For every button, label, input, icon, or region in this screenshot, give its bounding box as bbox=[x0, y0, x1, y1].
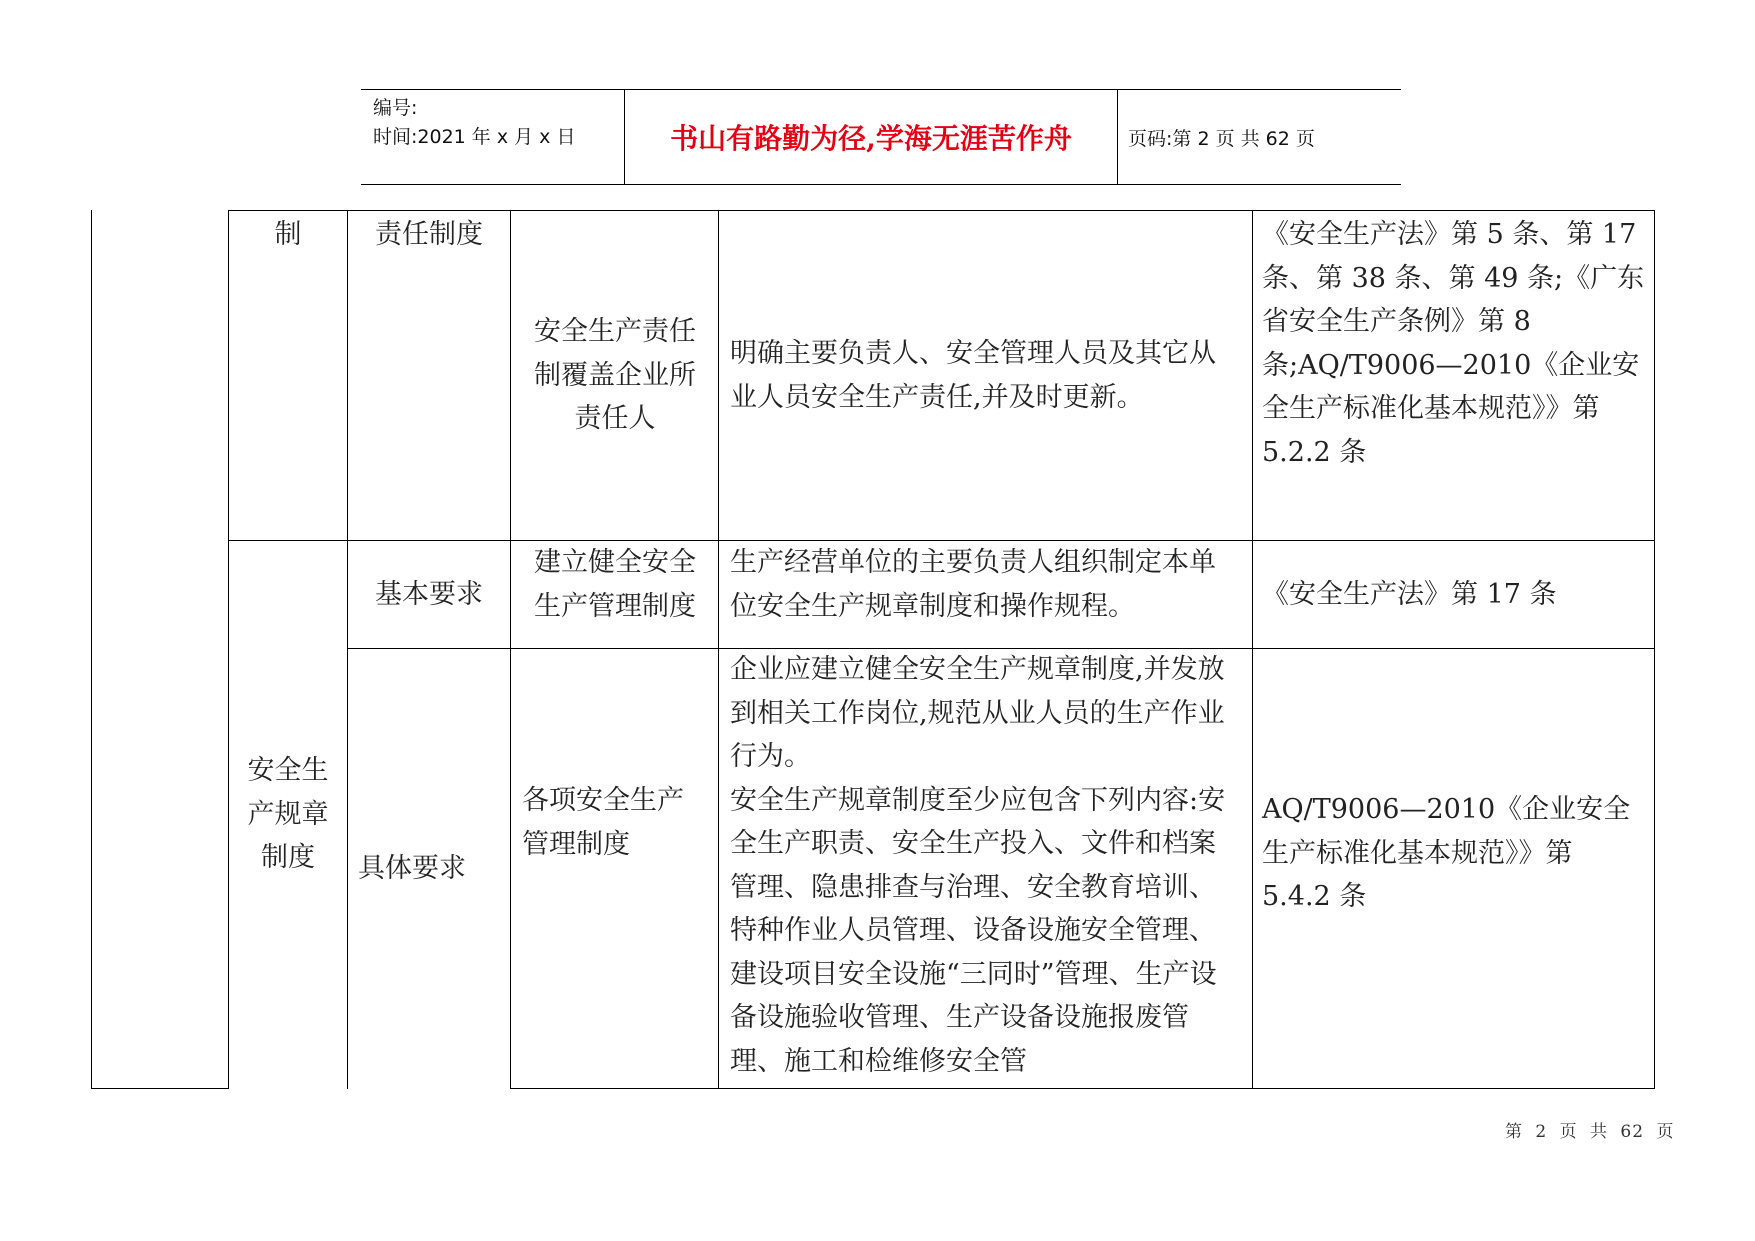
element-text: 各项安全生产管理制度 bbox=[522, 785, 684, 860]
content-paragraph: 安全生产规章制度至少应包含下列内容:安全生产职责、安全生产投入、文件和档案管理、隐患排查与治理、安全教育培训、特种作业人员管理、设备设施安全管理、建设项目安全设施“三同时”管理、生产设备设施验收管理、生产设备设施报废管理、施工和检维修安全管 bbox=[730, 784, 1226, 1077]
basis-text: 《安全生产法》第 17 条 bbox=[1262, 578, 1557, 610]
content-text: 明确主要负责人、安全管理人员及其它从业人员安全生产责任,并及时更新。 bbox=[730, 338, 1216, 413]
table-border bbox=[510, 210, 511, 1089]
element-cell bbox=[522, 779, 708, 879]
page-footer: 第 2 页 共 62 页 bbox=[1505, 1122, 1675, 1142]
basis-cell: AQ/T9006—2010《企业安全生产标准化基本规范》》第 5.4.2 条 bbox=[1262, 794, 1631, 912]
item-cell bbox=[348, 541, 510, 648]
content-cell: 生产经营单位的主要负责人组织制定本单位安全生产规章制度和操作规程。 bbox=[730, 547, 1216, 622]
item-cell bbox=[358, 649, 508, 1088]
content-cell bbox=[730, 648, 1240, 1088]
content-paragraph: 企业应建立健全安全生产规章制度,并发放到相关工作岗位,规范从业人员的生产作业行为。 bbox=[730, 654, 1225, 772]
document-number-label: 编号: bbox=[373, 97, 418, 119]
table-border bbox=[228, 210, 229, 1089]
element-text: 安全生产责任制覆盖企业所责任人 bbox=[534, 316, 696, 435]
item-text: 基本要求 bbox=[375, 578, 483, 610]
header-meta bbox=[373, 94, 575, 152]
category-text: 安全生产规章制度 bbox=[247, 755, 329, 874]
header-divider bbox=[624, 90, 625, 184]
header-divider bbox=[1117, 90, 1118, 184]
category-cell: 制 bbox=[274, 219, 302, 250]
content-cell bbox=[730, 211, 1240, 540]
table-border bbox=[718, 210, 719, 1089]
header-motto: 书山有路勤为径,学海无涯苦作舟 bbox=[670, 122, 1072, 155]
table-border bbox=[91, 1088, 229, 1089]
page-header bbox=[361, 89, 1401, 185]
table-border bbox=[347, 210, 348, 1089]
item-cell: 责任制度 bbox=[375, 219, 483, 250]
table-border bbox=[1654, 210, 1655, 1089]
header-page-info: 页码:第 2 页 共 62 页 bbox=[1128, 127, 1315, 150]
item-text: 具体要求 bbox=[358, 852, 466, 884]
document-date: 时间:2021 年 x 月 x 日 bbox=[373, 126, 576, 148]
table-border bbox=[1252, 210, 1253, 1089]
table-border bbox=[510, 1088, 1655, 1089]
category-cell bbox=[236, 541, 340, 1088]
element-cell bbox=[522, 211, 708, 540]
table-border bbox=[91, 210, 92, 1089]
element-cell: 建立健全安全生产管理制度 bbox=[534, 547, 696, 622]
basis-cell bbox=[1262, 541, 1647, 648]
basis-cell: 《安全生产法》第 5 条、第 17 条、第 38 条、第 49 条;《广东省安全生产条例》第 8 条;AQ/T9006—2010《企业安全生产标准化基本规范》》第 5.2.2 条 bbox=[1262, 219, 1645, 468]
